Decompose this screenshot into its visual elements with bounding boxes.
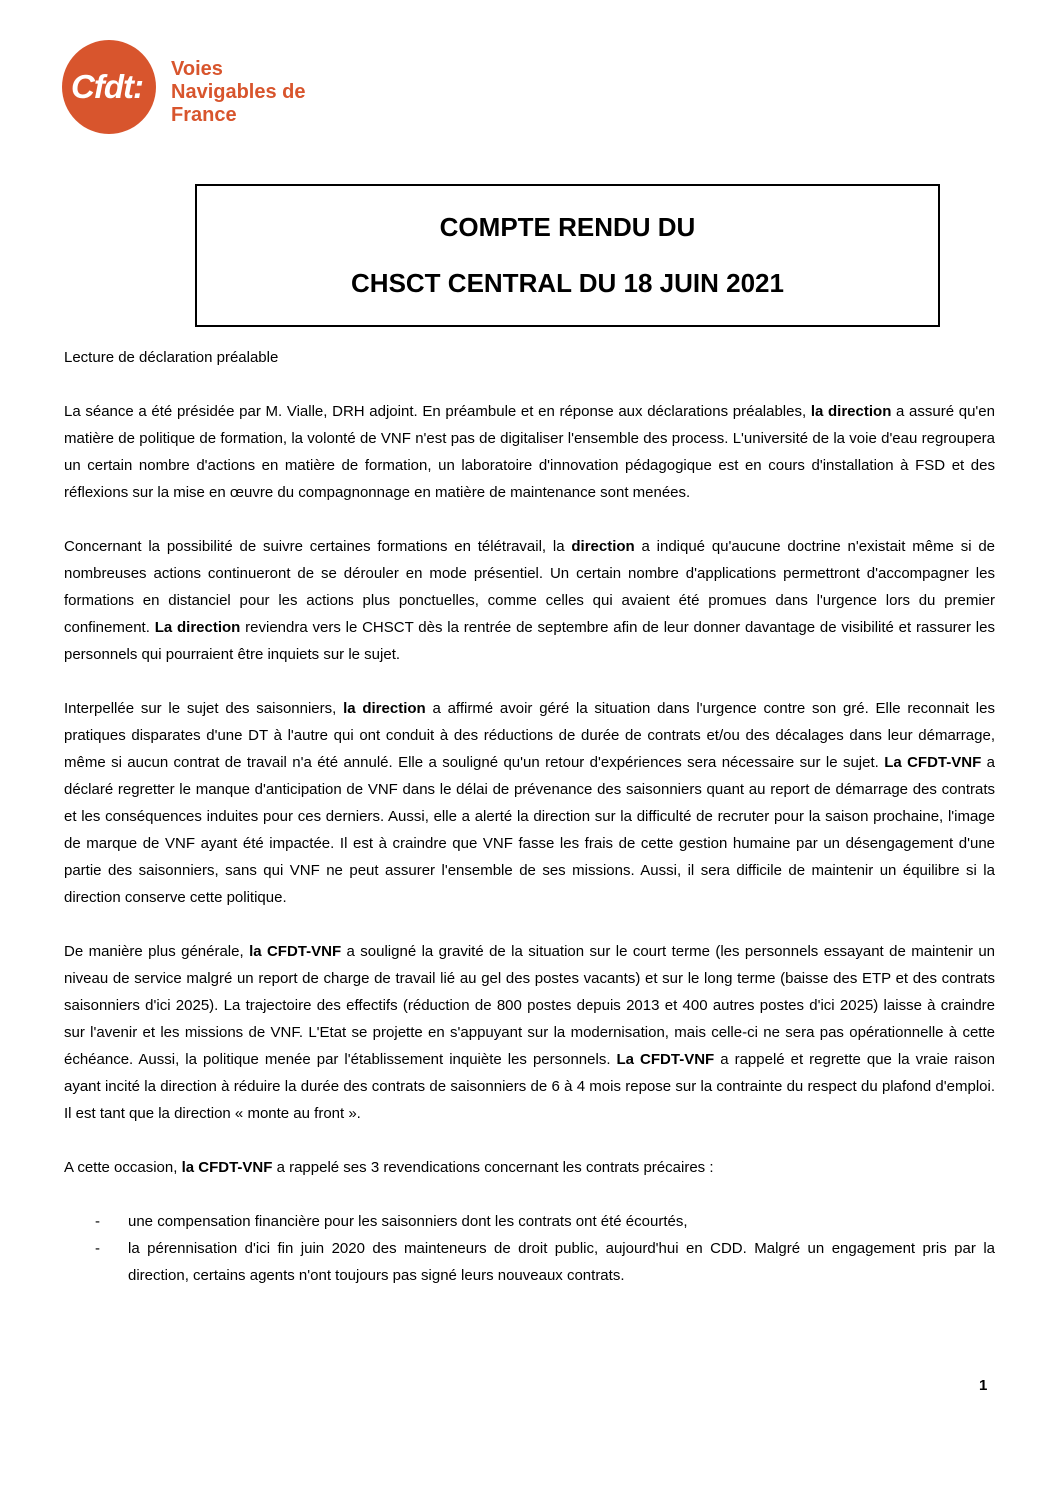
document-title-line1: COMPTE RENDU DU bbox=[439, 212, 696, 242]
paragraph: De manière plus générale, la CFDT-VNF a souligné la gravité de la situation sur le court terme (les personnels essayant de maintenir un niveau de service malgré un report de charge de travail lié au gel des postes vacants) et sur le long terme (baisse des ETP et des contrats saisonniers d'ici 2025). La trajectoire des effectifs (réduction de 800 postes depuis 2013 et 400 autres postes d'ici 2025) laisse à craindre sur l'avenir et les missions de VNF. L'Etat se projette en s'appuyant sur la modernisation, mais celle-ci ne sera pas opérationnelle à cette échéance. Aussi, la politique menée par l'établissement inquiète les personnels. La CFDT-VNF a rappelé et regrette que la vraie raison ayant incité la direction à réduire la durée des contrats de saisonniers de 6 à 4 mois repose sur la contrainte du respect du plafond d'emploi. Il est tant que la direction « monte au front ». bbox=[64, 943, 996, 1122]
list-item-text: la pérennisation d'ici fin juin 2020 des mainteneurs de droit public, aujourd'hui en CDD. Malgré un engagement pris par la direction, certains agents n'ont toujours pas signé leurs nouveaux contrats. bbox=[128, 1240, 995, 1284]
cfdt-logo-icon bbox=[62, 40, 156, 134]
list-item bbox=[64, 1235, 995, 1289]
logo bbox=[62, 40, 306, 134]
page-number: 1 bbox=[979, 1377, 988, 1394]
logo-org-line: Navigables de bbox=[171, 81, 306, 103]
paragraph: Interpellée sur le sujet des saisonniers, la direction a affirmé avoir géré la situation dans l'urgence contre son gré. Elle reconnait les pratiques disparates d'une DT à l'autre qui ont conduit à des réductions de durée de contrats et/ou des décalages dans leur démarrage, même si aucun contrat de travail n'a été annulé. Elle a souligné qu'un retour d'expériences sera nécessaire sur le sujet. La CFDT-VNF a déclaré regretter le manque d'anticipation de VNF dans le délai de prévenance des saisonniers quant au report de démarrage des contrats et les conséquences induites pour ces derniers. Aussi, elle a alerté la direction sur la difficulté de recruter pour la saison prochaine, l'image de marque de VNF ayant été impactée. Il est à craindre que VNF fasse les frais de cette gestion humaine par un désengagement d'une partie des saisonniers, sans qui VNF ne peut assurer l'ensemble de ses missions. Aussi, il sera difficile de maintenir un équilibre si la direction conserve cette politique. bbox=[64, 700, 995, 906]
document-body bbox=[64, 344, 995, 1289]
section-heading: Lecture de déclaration préalable bbox=[64, 349, 279, 366]
paragraph: A cette occasion, la CFDT-VNF a rappelé ses 3 revendications concernant les contrats précaires : bbox=[64, 1159, 714, 1176]
document-title-line2: CHSCT CENTRAL DU 18 JUIN 2021 bbox=[351, 268, 784, 298]
logo-org-name bbox=[171, 40, 306, 127]
paragraphs-container bbox=[64, 398, 995, 1181]
list-item-text: une compensation financière pour les saisonniers dont les contrats ont été écourtés, bbox=[128, 1213, 688, 1230]
list-marker: - bbox=[95, 1213, 100, 1230]
list-marker: - bbox=[95, 1240, 100, 1257]
logo-mark: Cfdt: bbox=[71, 68, 143, 105]
demands-list bbox=[64, 1208, 995, 1289]
logo-org-line: France bbox=[171, 104, 237, 126]
paragraph: Concernant la possibilité de suivre certaines formations en télétravail, la direction a indiqué qu'aucune doctrine n'existait même si de nombreuses actions continueront de se dérouler en mode présentiel. Un certain nombre d'applications permettront d'accompagner les formations en distanciel pour les actions plus ponctuelles, comme celles qui avaient été promues dans l'urgence lors du premier confinement. La direction reviendra vers le CHSCT dès la rentrée de septembre afin de leur donner davantage de visibilité et rassurer les personnels qui pourraient être inquiets sur le sujet. bbox=[64, 538, 996, 663]
title-box bbox=[195, 184, 940, 327]
paragraph: La séance a été présidée par M. Vialle, DRH adjoint. En préambule et en réponse aux déclarations préalables, la direction a assuré qu'en matière de politique de formation, la volonté de VNF n'est pas de digitaliser l'ensemble des process. L'université de la voie d'eau regroupera un certain nombre d'actions en matière de formation, un laboratoire d'innovation pédagogique est en cours d'installation à FSD et des réflexions sur la mise en œuvre du compagnonnage en matière de maintenance sont menées. bbox=[64, 403, 995, 501]
logo-org-line: Voies bbox=[171, 58, 223, 80]
list-item bbox=[64, 1208, 995, 1235]
